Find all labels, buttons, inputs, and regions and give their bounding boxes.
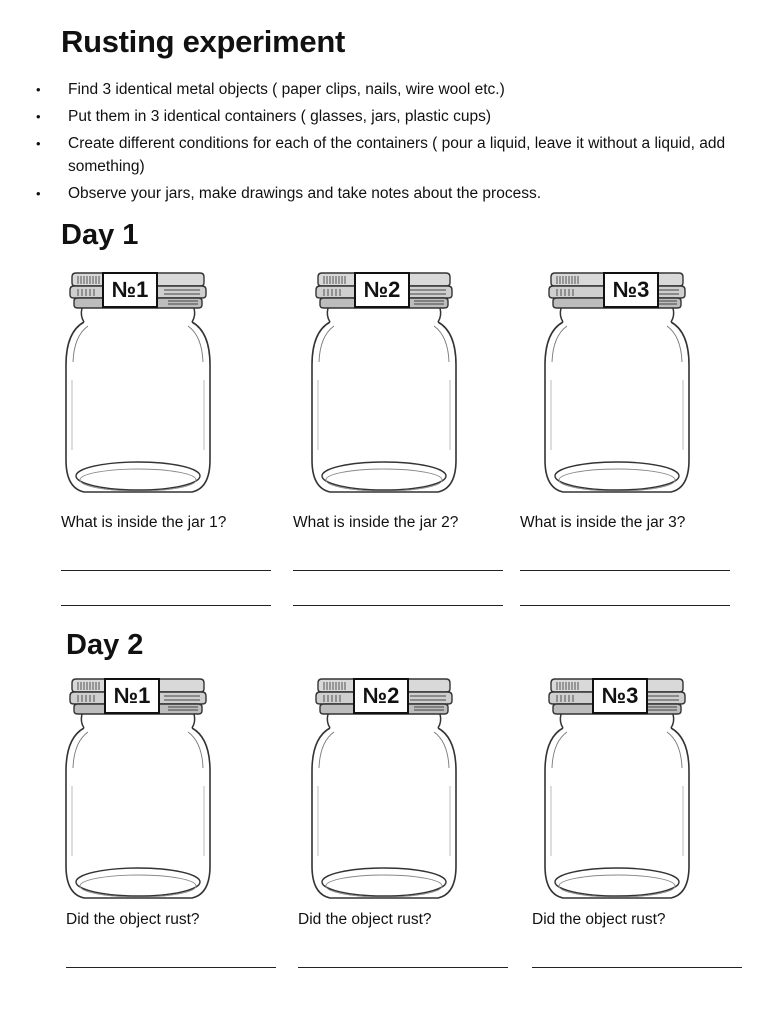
- instruction-item: • Create different conditions for each of the containers ( pour a liquid, leave it without a liquid, add something): [0, 132, 768, 178]
- page-title: Rusting experiment: [61, 24, 345, 59]
- day2-heading: Day 2: [66, 629, 144, 661]
- jar-label: №3: [592, 678, 648, 714]
- day2-question-1: Did the object rust?: [66, 911, 200, 928]
- day2-question-2: Did the object rust?: [298, 911, 432, 928]
- answer-line[interactable]: [532, 967, 742, 968]
- day2-jar-3: [543, 676, 693, 906]
- day1-jar-3: [543, 270, 693, 500]
- instruction-item: • Observe your jars, make drawings and take notes about the process.: [0, 182, 768, 205]
- instruction-list: [0, 78, 768, 209]
- day2-jar-1: [64, 676, 214, 906]
- day1-jar-1: [64, 270, 214, 500]
- instruction-item: • Find 3 identical metal objects ( paper clips, nails, wire wool etc.): [0, 78, 768, 101]
- day1-question-3: What is inside the jar 3?: [520, 514, 686, 531]
- answer-line[interactable]: [61, 570, 271, 571]
- day1-question-1: What is inside the jar 1?: [61, 514, 227, 531]
- day1-question-2: What is inside the jar 2?: [293, 514, 459, 531]
- jar-label: №1: [104, 678, 160, 714]
- jar-label: №2: [354, 272, 410, 308]
- answer-line[interactable]: [520, 570, 730, 571]
- answer-line[interactable]: [293, 570, 503, 571]
- day1-jar-2: [310, 270, 460, 500]
- answer-line[interactable]: [520, 605, 730, 606]
- day1-heading: Day 1: [61, 219, 139, 251]
- answer-line[interactable]: [298, 967, 508, 968]
- jar-label: №1: [102, 272, 158, 308]
- jar-label: №3: [603, 272, 659, 308]
- instruction-item: • Put them in 3 identical containers ( glasses, jars, plastic cups): [0, 105, 768, 128]
- jar-label: №2: [353, 678, 409, 714]
- day2-jar-2: [310, 676, 460, 906]
- answer-line[interactable]: [66, 967, 276, 968]
- day2-question-3: Did the object rust?: [532, 911, 666, 928]
- answer-line[interactable]: [293, 605, 503, 606]
- answer-line[interactable]: [61, 605, 271, 606]
